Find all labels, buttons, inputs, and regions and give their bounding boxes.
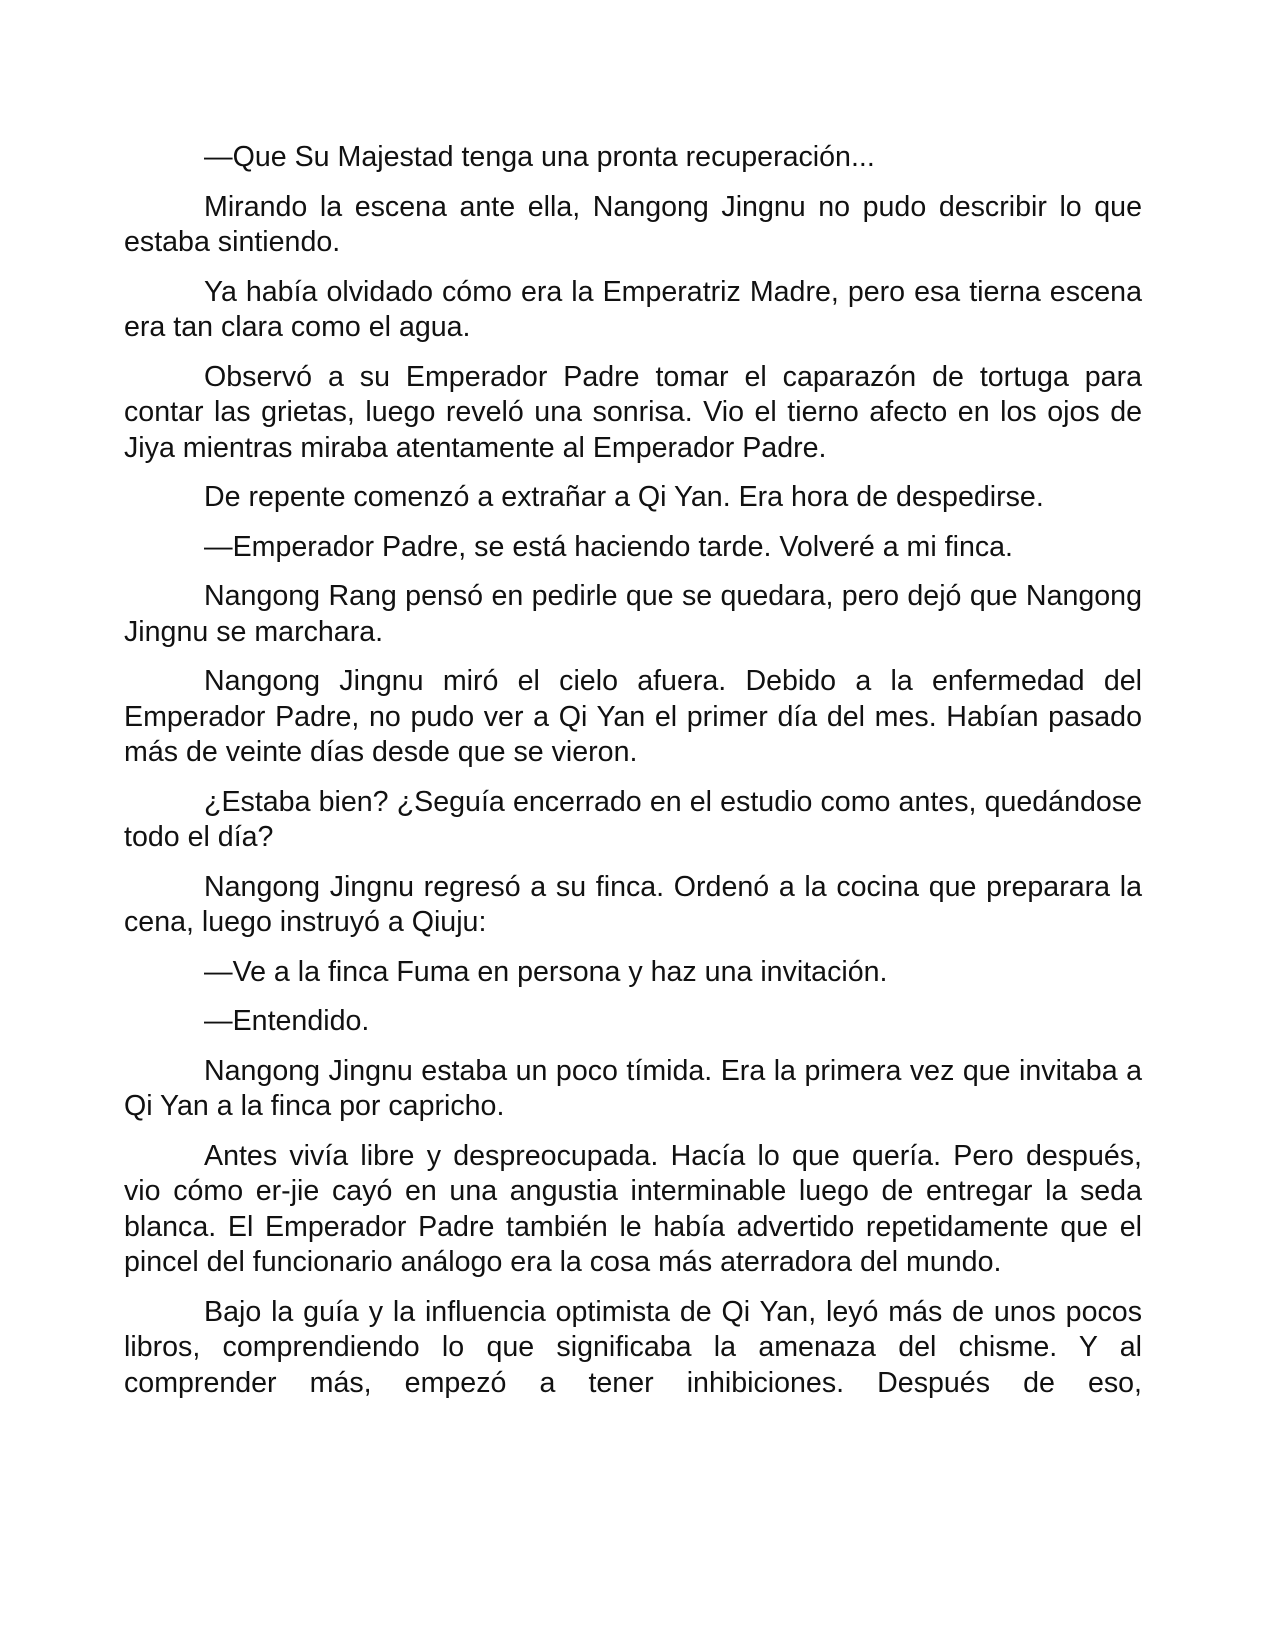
paragraph-4: Observó a su Emperador Padre tomar el caparazón de tortuga para contar las grietas, luego reveló una sonrisa. Vio el tierno afecto en los ojos de Jiya mientras miraba atentamente al Emperador Padre. — [124, 360, 1142, 464]
paragraph-9: ¿Estaba bien? ¿Seguía encerrado en el estudio como antes, quedándose todo el día? — [124, 785, 1142, 853]
paragraph-3: Ya había olvidado cómo era la Emperatriz Madre, pero esa tierna escena era tan clara como el agua. — [124, 275, 1142, 343]
paragraph-15: Bajo la guía y la influencia optimista de Qi Yan, leyó más de unos pocos libros, comprendiendo lo que significaba la amenaza del chisme. Y al comprender más, empezó a tener inhibiciones. Después de eso, — [124, 1295, 1142, 1399]
paragraph-2: Mirando la escena ante ella, Nangong Jingnu no pudo describir lo que estaba sintiendo. — [124, 190, 1142, 258]
paragraph-12: —Entendido. — [204, 1005, 370, 1037]
paragraph-7: Nangong Rang pensó en pedirle que se quedara, pero dejó que Nangong Jingnu se marchara. — [124, 580, 1142, 648]
paragraph-10: Nangong Jingnu regresó a su finca. Ordenó a la cocina que preparara la cena, luego instruyó a Qiuju: — [124, 870, 1142, 938]
paragraph-11: —Ve a la finca Fuma en persona y haz una invitación. — [204, 955, 888, 988]
paragraph-6: —Emperador Padre, se está haciendo tarde. Volveré a mi finca. — [204, 530, 1014, 563]
paragraph-1: —Que Su Majestad tenga una pronta recuperación... — [204, 141, 875, 173]
paragraph-8: Nangong Jingnu miró el cielo afuera. Debido a la enfermedad del Emperador Padre, no pudo ver a Qi Yan el primer día del mes. Habían pasado más de veinte días desde que se vieron. — [124, 665, 1142, 768]
paragraph-14: Antes vivía libre y despreocupada. Hacía lo que quería. Pero después, vio cómo er-jie cayó en una angustia interminable luego de entregar la seda blanca. El Emperador Padre también le había advertido repetidamente que el pincel del funcionario análogo era la cosa más aterradora del mundo. — [124, 1139, 1142, 1278]
document-page — [124, 140, 1142, 1401]
paragraph-5: De repente comenzó a extrañar a Qi Yan. Era hora de despedirse. — [204, 481, 1044, 513]
paragraph-13: Nangong Jingnu estaba un poco tímida. Era la primera vez que invitaba a Qi Yan a la finca por capricho. — [124, 1054, 1142, 1122]
